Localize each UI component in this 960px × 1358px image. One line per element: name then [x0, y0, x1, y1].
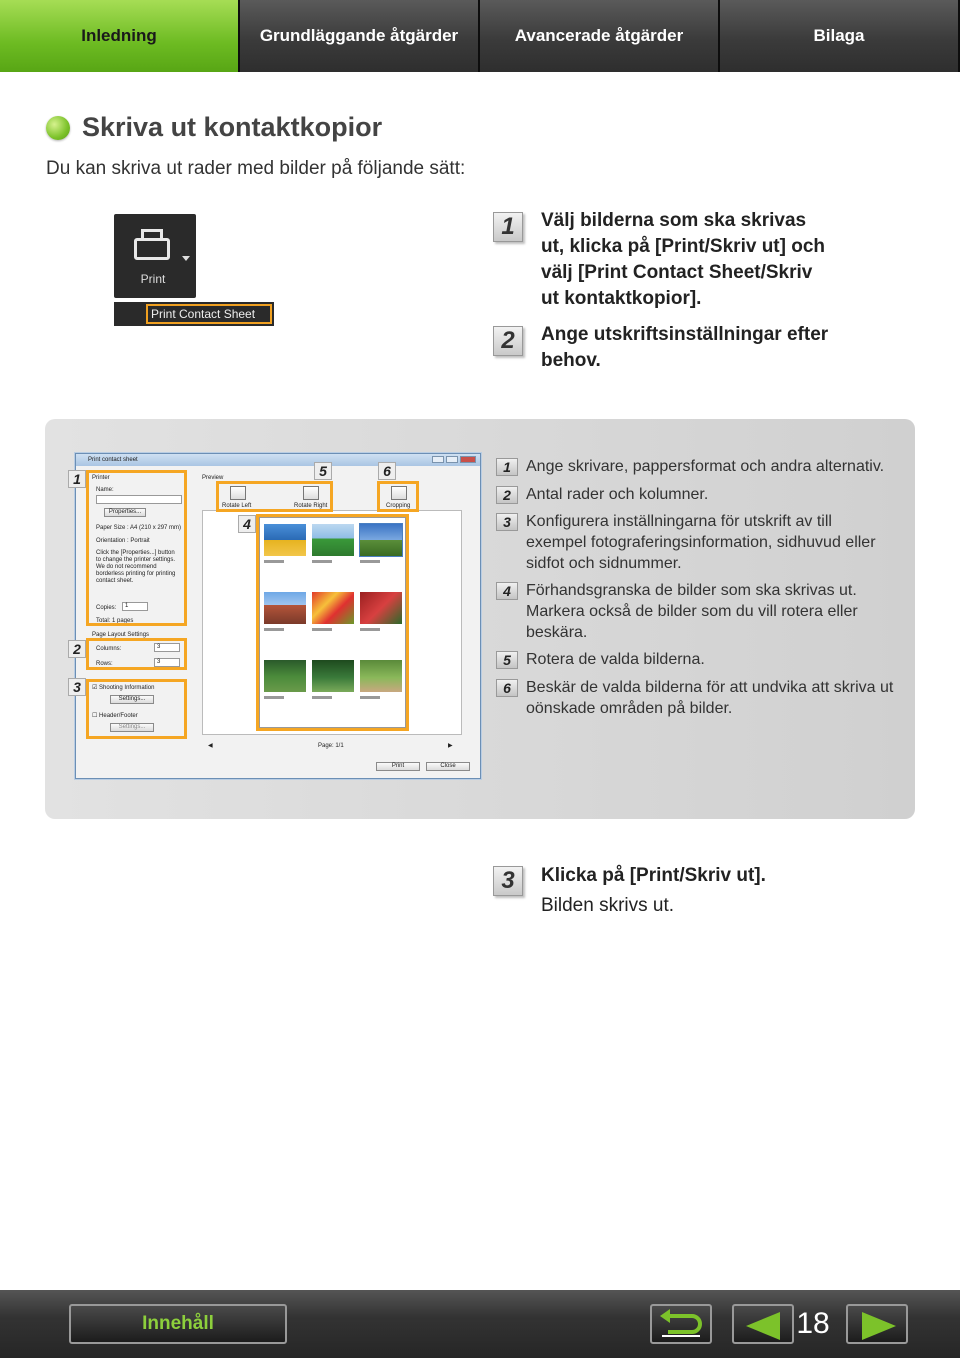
highlight-printer-settings	[86, 470, 187, 626]
print-contact-sheet-item: Print Contact Sheet	[146, 304, 272, 324]
legend-text: Förhandsgranska de bilder som ska skrivas ut. Markera också de bilder som du vill rotera eller beskära.	[526, 582, 858, 641]
previous-page-button[interactable]	[732, 1304, 794, 1344]
tab-inledning[interactable]: Inledning	[0, 0, 240, 72]
legend-text: Rotera de valda bilderna.	[526, 651, 705, 668]
legend-item	[496, 651, 896, 673]
legend-item	[496, 582, 896, 646]
print-label: Print	[140, 272, 166, 286]
legend-item	[496, 458, 896, 480]
legend-number: 6	[496, 679, 518, 697]
step-line: behov.	[541, 350, 601, 371]
legend-number: 4	[496, 582, 518, 600]
print-menu	[114, 302, 274, 326]
properties-button: Properties...	[104, 508, 146, 517]
rotate-left-label: Rotate Left	[222, 503, 252, 509]
copies-label: Copies:	[96, 605, 117, 611]
step-line: Välj bilderna som ska skrivas	[541, 210, 807, 231]
section-heading	[46, 112, 382, 143]
note-line: borderless printing for printing	[96, 571, 176, 577]
step-line: välj [Print Contact Sheet/Skriv	[541, 262, 813, 283]
tab-avancerade[interactable]: Avancerade åtgärder	[480, 0, 720, 72]
step-1-text	[541, 208, 825, 312]
cropping-label: Cropping	[386, 503, 411, 509]
highlight-preview	[256, 514, 409, 731]
callout-1: 1	[68, 470, 86, 488]
legend-number: 1	[496, 458, 518, 476]
callout-2: 2	[68, 640, 86, 658]
callout-6: 6	[378, 462, 396, 480]
step-line: Ange utskriftsinställningar efter	[541, 324, 829, 345]
step-badge: 3	[493, 866, 523, 896]
header-footer-label: Header/Footer	[99, 713, 138, 719]
highlight-rotate	[216, 481, 333, 512]
callout-4: 4	[238, 515, 256, 533]
shooting-settings-button: Settings...	[110, 695, 154, 704]
note-line: contact sheet.	[96, 578, 134, 584]
contents-button[interactable]: Innehåll	[69, 1304, 287, 1344]
print-button: Print	[376, 762, 420, 771]
columns-field: 3	[154, 643, 180, 652]
left-arrow-icon	[746, 1312, 780, 1340]
step-line: ut kontaktkopior].	[541, 288, 702, 309]
close-icon	[460, 456, 476, 463]
next-page-button[interactable]	[846, 1304, 908, 1344]
highlight-shooting-settings	[86, 679, 187, 739]
legend-item	[496, 679, 896, 723]
step-2-text	[541, 322, 828, 374]
page-title: Skriva ut kontaktkopior	[82, 112, 383, 142]
step-badge: 1	[493, 212, 523, 242]
prev-page-icon: ◀	[208, 743, 213, 749]
top-navigation	[0, 0, 960, 72]
note-line: to change the printer settings.	[96, 557, 176, 563]
legend-text: Beskär de valda bilderna för att undvika att skriva ut oönskade områden på bilder.	[526, 679, 894, 717]
close-button: Close	[426, 762, 470, 771]
header-footer-checkbox: ☐ Header/Footer	[92, 713, 138, 719]
note-line: We do not recommend	[96, 564, 157, 570]
columns-label: Columns:	[96, 646, 122, 652]
minimize-icon	[432, 456, 444, 463]
step-badge: 2	[493, 326, 523, 356]
copies-field: 1	[122, 602, 148, 611]
rows-label: Rows:	[96, 661, 113, 667]
step-3-text: Klicka på [Print/Skriv ut].	[541, 865, 766, 886]
step-3-subtext: Bilden skrivs ut.	[541, 895, 675, 916]
tab-grundlaggande[interactable]: Grundläggande åtgärder	[240, 0, 480, 72]
intro-text: Du kan skriva ut rader med bilder på följande sätt:	[46, 158, 466, 179]
legend-number: 3	[496, 513, 518, 531]
rows-field: 3	[154, 658, 180, 667]
right-arrow-icon	[862, 1312, 896, 1340]
print-contact-sheet-window	[75, 453, 481, 779]
tab-bilaga[interactable]: Bilaga	[720, 0, 960, 72]
maximize-icon	[446, 456, 458, 463]
step-line: ut, klicka på [Print/Skriv ut] och	[541, 236, 826, 257]
shooting-info-label: Shooting Information	[99, 685, 155, 691]
window-title: Print contact sheet	[76, 454, 480, 466]
note-line: Click the [Properties...] button	[96, 550, 175, 556]
legend-item	[496, 486, 896, 508]
next-page-icon: ▶	[448, 743, 453, 749]
legend-item	[496, 513, 896, 577]
printer-icon	[134, 238, 170, 260]
window-controls	[432, 456, 476, 463]
page-number: 18	[796, 1307, 830, 1340]
name-label: Name:	[96, 487, 114, 493]
return-arrow-icon	[652, 1306, 710, 1342]
legend-number: 5	[496, 651, 518, 669]
callout-5: 5	[314, 462, 332, 480]
legend-text: Konfigurera inställningarna för utskrift av till exempel fotograferingsinformation, sidhuvud eller sidfot och sidnummer.	[526, 513, 876, 572]
green-bullet-icon	[46, 116, 70, 140]
rotate-right-label: Rotate Right	[294, 503, 328, 509]
dropdown-arrow-icon	[182, 256, 190, 261]
print-toolbar-button	[114, 214, 196, 298]
legend-number: 2	[496, 486, 518, 504]
return-button[interactable]	[650, 1304, 712, 1344]
paper-size-text: Paper Size : A4 (210 x 297 mm)	[96, 525, 182, 531]
legend-text: Ange skrivare, pappersformat och andra alternativ.	[526, 458, 885, 475]
total-pages-text: Total: 1 pages	[96, 618, 134, 624]
page-indicator: Page: 1/1	[318, 743, 344, 749]
header-footer-settings-button: Settings...	[110, 723, 154, 732]
legend-text: Antal rader och kolumner.	[526, 486, 709, 503]
highlight-cropping	[377, 481, 419, 512]
page-layout-label: Page Layout Settings	[92, 632, 150, 638]
callout-3: 3	[68, 678, 86, 696]
shooting-info-checkbox: ☑ Shooting Information	[92, 685, 155, 691]
highlight-layout-settings	[86, 638, 187, 670]
orientation-text: Orientation : Portrait	[96, 538, 150, 544]
preview-label: Preview	[202, 475, 224, 481]
printer-label: Printer	[92, 475, 110, 481]
